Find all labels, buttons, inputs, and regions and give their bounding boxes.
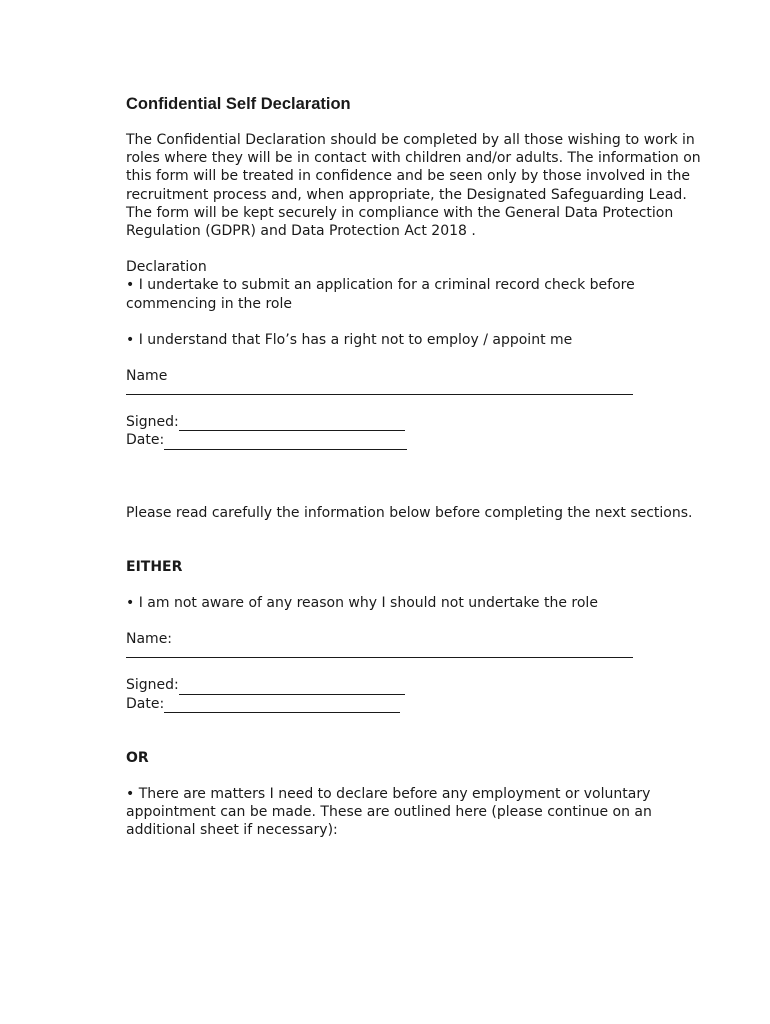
either-date-field[interactable]: [164, 697, 400, 713]
declaration-date-field[interactable]: [164, 434, 407, 450]
declaration-signed-label: Signed:: [126, 414, 179, 431]
declaration-name-field[interactable]: [126, 394, 633, 395]
declaration-signed-row: [126, 413, 706, 431]
either-name-field[interactable]: [126, 657, 633, 658]
page-title: Confidential Self Declaration: [126, 95, 351, 113]
declaration-date-label: Date:: [126, 432, 165, 449]
either-name-label: Name:: [126, 631, 173, 648]
either-signed-field[interactable]: [179, 679, 405, 695]
declaration-name-label: Name: [126, 368, 168, 385]
either-bullet: • I am not aware of any reason why I should not undertake the role: [126, 595, 598, 612]
declaration-heading: Declaration: [126, 259, 207, 276]
declaration-bullet-criminal-record: • I undertake to submit an application for a criminal record check before commencing in the role: [126, 277, 635, 312]
declaration-bullet-right-not-to-employ: • I understand that Flo’s has a right not to employ / appoint me: [126, 331, 573, 348]
notice-paragraph: Please read carefully the information below before completing the next sections.: [126, 504, 693, 521]
either-signed-label: Signed:: [126, 677, 179, 694]
either-date-label: Date:: [126, 695, 165, 712]
either-signed-row: [126, 676, 706, 694]
either-date-row: [126, 695, 706, 713]
either-heading: EITHER: [126, 558, 183, 575]
declaration-signed-field[interactable]: [179, 415, 405, 431]
declaration-date-row: [126, 431, 706, 449]
document-page: [126, 94, 706, 840]
or-heading: OR: [126, 749, 149, 766]
or-bullet: • There are matters I need to declare before any employment or voluntary appointment can be made. These are outlined here (please continue on an additional sheet if necessary):: [126, 786, 652, 839]
intro-paragraph: The Confidential Declaration should be completed by all those wishing to work in roles where they will be in contact with children and/or adults. The information on this form will be treated in confidence and be seen only by those involved in the recruitment process and, when appropriate, the Designated Safeguarding Lead. The form will be kept securely in compliance with the General Data Protection Regulation (GDPR) and Data Protection Act 2018 .: [126, 132, 701, 240]
